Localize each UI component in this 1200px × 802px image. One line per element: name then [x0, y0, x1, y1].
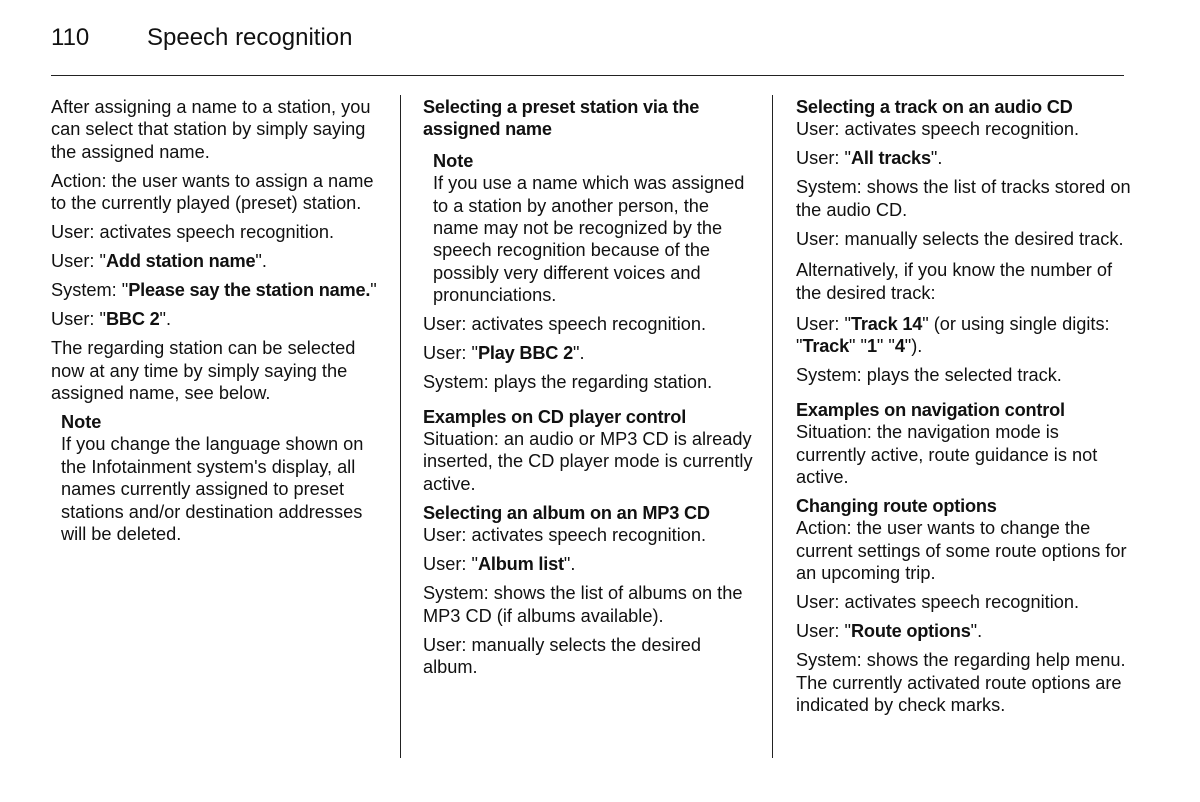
paragraph: User: manually selects the desired album.: [423, 634, 701, 678]
paragraph: User: activates speech recognition.: [796, 592, 1080, 613]
voice-command: Route options: [850, 621, 971, 642]
paragraph: The regarding station can be selected now at any time by simply saying the assigned name, see below.: [51, 338, 356, 404]
note-box: [61, 411, 386, 545]
page-header: [51, 24, 352, 52]
paragraph: System: plays the regarding station.: [423, 372, 713, 393]
paragraph: User: "Route options".: [796, 621, 983, 642]
paragraph: Alternatively, if you know the number of the desired track:: [796, 260, 1113, 303]
section-heading: Selecting a preset station via the assigned name: [423, 97, 700, 140]
column-2: [423, 96, 758, 685]
section-heading: Changing route options: [796, 496, 997, 517]
paragraph: User: "BBC 2".: [51, 309, 172, 330]
paragraph: Situation: an audio or MP3 CD is already inserted, the CD player mode is currently active.: [423, 429, 753, 494]
page-title: Speech recognition: [147, 24, 353, 51]
voice-command: BBC 2: [105, 309, 160, 330]
voice-command: Track 14: [850, 314, 923, 335]
voice-command: Track: [802, 336, 849, 357]
voice-command: Add station name: [105, 251, 256, 272]
paragraph: Action: the user wants to change the current settings of some route options for an upcoming trip.: [796, 518, 1127, 584]
paragraph: User: activates speech recognition.: [796, 119, 1080, 140]
voice-command: 1: [866, 336, 877, 357]
section-heading: Examples on CD player control: [423, 406, 687, 427]
section-heading: Examples on navigation control: [796, 399, 1065, 420]
paragraph: After assigning a name to a station, you can select that station by simply saying the assigned name.: [51, 97, 371, 162]
paragraph: User: activates speech recognition.: [423, 525, 707, 546]
paragraph: Action: the user wants to assign a name to the currently played (preset) station.: [51, 170, 374, 214]
paragraph: User: manually selects the desired track.: [796, 228, 1124, 249]
paragraph: System: shows the list of albums on the MP3 CD (if albums available).: [423, 583, 743, 626]
note-box: [433, 150, 758, 307]
column-divider-2: [772, 95, 773, 758]
note-title: Note: [61, 412, 102, 433]
paragraph: User: activates speech recognition.: [51, 222, 335, 243]
paragraph: System: plays the selected track.: [796, 365, 1062, 386]
section-heading: Selecting a track on an audio CD: [796, 97, 1073, 117]
voice-command: Album list: [477, 554, 564, 575]
paragraph: User: "Track 14" (or using single digits: "Track" "1" "4").: [796, 314, 1110, 357]
paragraph: System: shows the list of tracks stored on the audio CD.: [796, 177, 1131, 220]
page-number: 110: [51, 24, 90, 51]
paragraph: System: "Please say the station name.": [51, 280, 377, 301]
paragraph: User: "Add station name".: [51, 251, 267, 272]
paragraph: System: shows the regarding help menu. The currently activated route options are indicated by check marks.: [796, 650, 1126, 716]
section-heading: Selecting an album on an MP3 CD: [423, 502, 710, 523]
column-1: [51, 96, 386, 552]
paragraph: User: "Play BBC 2".: [423, 343, 585, 364]
note-text: If you use a name which was assigned to a station by another person, the name may not be recognized by the speech recognition because of the possibly very different voices and pronunciations.: [433, 173, 745, 306]
paragraph: User: "All tracks".: [796, 148, 943, 169]
paragraph: Situation: the navigation mode is currently active, route guidance is not active.: [796, 422, 1098, 488]
voice-command: Play BBC 2: [477, 343, 574, 364]
paragraph: User: "Album list".: [423, 554, 576, 575]
note-title: Note: [433, 150, 474, 171]
paragraph: User: activates speech recognition.: [423, 314, 707, 335]
voice-command: All tracks: [850, 148, 931, 169]
system-prompt: Please say the station name.: [128, 280, 371, 301]
column-divider-1: [400, 95, 401, 758]
note-text: If you change the language shown on the Infotainment system's display, all names currently assigned to preset stations and/or destination addresses will be deleted.: [61, 434, 364, 545]
column-3: [796, 96, 1131, 723]
voice-command: 4: [894, 336, 905, 357]
header-rule: [51, 75, 1124, 76]
